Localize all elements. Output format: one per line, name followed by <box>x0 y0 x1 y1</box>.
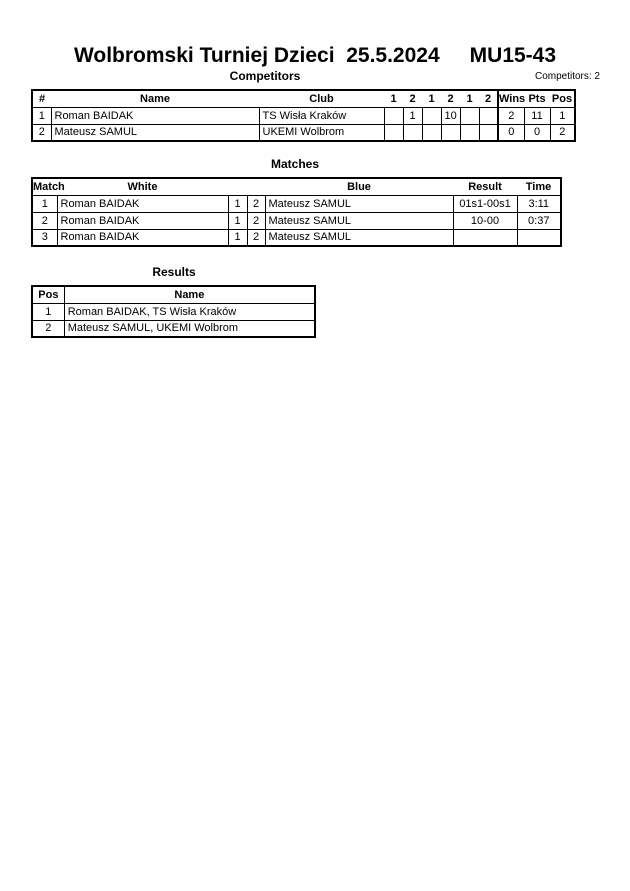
matches-header-row <box>32 178 561 195</box>
score-cell <box>403 124 422 141</box>
col-header-spacer <box>247 178 265 195</box>
results-header-row <box>32 286 315 303</box>
table-row <box>32 303 315 320</box>
col-header-s6: 2 <box>484 92 492 105</box>
result-pos: 2 <box>32 320 64 337</box>
result-name: Roman BAIDAK, TS Wisła Kraków <box>64 303 315 320</box>
competitors-table <box>31 89 576 142</box>
match-result <box>453 229 517 246</box>
competitor-num: 2 <box>32 124 51 141</box>
col-header-s2: 2 <box>409 92 416 105</box>
match-white: Roman BAIDAK <box>57 195 228 212</box>
table-row <box>32 229 561 246</box>
competitors-header-row <box>32 90 575 107</box>
match-blue: Mateusz SAMUL <box>265 195 453 212</box>
competitor-name: Roman BAIDAK <box>51 107 259 124</box>
competitor-name: Mateusz SAMUL <box>51 124 259 141</box>
competitor-num: 1 <box>32 107 51 124</box>
table-row <box>32 320 315 337</box>
match-num: 1 <box>32 195 57 212</box>
col-header-match: Match <box>33 180 65 193</box>
col-header-pos: Pos <box>551 92 573 105</box>
col-header-club: Club <box>309 92 334 105</box>
score-cell <box>441 124 460 141</box>
col-header-pts: Pts <box>528 92 546 105</box>
results-table <box>31 285 316 338</box>
matches-table <box>31 177 562 247</box>
match-white-num: 1 <box>228 229 247 246</box>
competitor-pts: 0 <box>524 124 550 141</box>
match-blue-num: 2 <box>247 212 265 229</box>
match-num: 2 <box>32 212 57 229</box>
col-header-spacer <box>228 178 247 195</box>
tournament-name: Wolbromski Turniej Dzieci 25.5.2024 <box>73 44 440 67</box>
score-cell <box>479 107 498 124</box>
col-header-name: Name <box>140 92 170 105</box>
competitor-wins: 0 <box>498 124 524 141</box>
results-heading: Results <box>152 265 196 279</box>
match-blue: Mateusz SAMUL <box>265 229 453 246</box>
result-name: Mateusz SAMUL, UKEMI Wolbrom <box>64 320 315 337</box>
result-pos: 1 <box>32 303 64 320</box>
score-cell <box>384 107 403 124</box>
score-cell <box>460 107 479 124</box>
col-header-wins: Wins <box>498 90 524 107</box>
col-header-pos: Pos <box>32 286 64 303</box>
competitor-wins: 2 <box>498 107 524 124</box>
col-header-white: White <box>127 180 158 193</box>
table-row <box>32 195 561 212</box>
match-white-num: 1 <box>228 195 247 212</box>
page-title <box>0 44 630 68</box>
match-result: 10-00 <box>453 212 517 229</box>
matches-heading: Matches <box>270 157 320 171</box>
col-header-s5: 1 <box>466 92 473 105</box>
competitors-heading: Competitors <box>229 69 301 83</box>
col-header-s3: 1 <box>428 92 435 105</box>
competitor-pos: 2 <box>550 124 575 141</box>
table-row <box>32 212 561 229</box>
match-num: 3 <box>32 229 57 246</box>
col-header-s1: 1 <box>390 92 397 105</box>
category-name: MU15-43 <box>469 44 557 67</box>
competitor-pts: 11 <box>524 107 550 124</box>
col-header-s4: 2 <box>447 92 454 105</box>
table-row <box>32 107 575 124</box>
match-time: 0:37 <box>517 212 561 229</box>
score-cell <box>479 124 498 141</box>
match-result: 01s1-00s1 <box>453 195 517 212</box>
score-cell <box>460 124 479 141</box>
col-header-time: Time <box>525 180 552 193</box>
match-time <box>517 229 561 246</box>
competitor-pos: 1 <box>550 107 575 124</box>
competitor-club: UKEMI Wolbrom <box>259 124 384 141</box>
score-cell <box>384 124 403 141</box>
table-row <box>32 124 575 141</box>
match-blue-num: 2 <box>247 229 265 246</box>
col-header-blue: Blue <box>347 180 371 193</box>
match-white: Roman BAIDAK <box>57 229 228 246</box>
score-cell <box>422 107 441 124</box>
match-white-num: 1 <box>228 212 247 229</box>
competitors-count: Competitors: 2 <box>534 71 600 82</box>
score-cell <box>422 124 441 141</box>
match-blue-num: 2 <box>247 195 265 212</box>
match-white: Roman BAIDAK <box>57 212 228 229</box>
col-header-result: Result <box>468 180 502 193</box>
score-cell: 1 <box>403 107 422 124</box>
col-header-name: Name <box>64 286 315 303</box>
match-blue: Mateusz SAMUL <box>265 212 453 229</box>
col-header-num: # <box>38 92 46 105</box>
competitor-club: TS Wisła Kraków <box>259 107 384 124</box>
score-cell: 10 <box>441 107 460 124</box>
match-time: 3:11 <box>517 195 561 212</box>
